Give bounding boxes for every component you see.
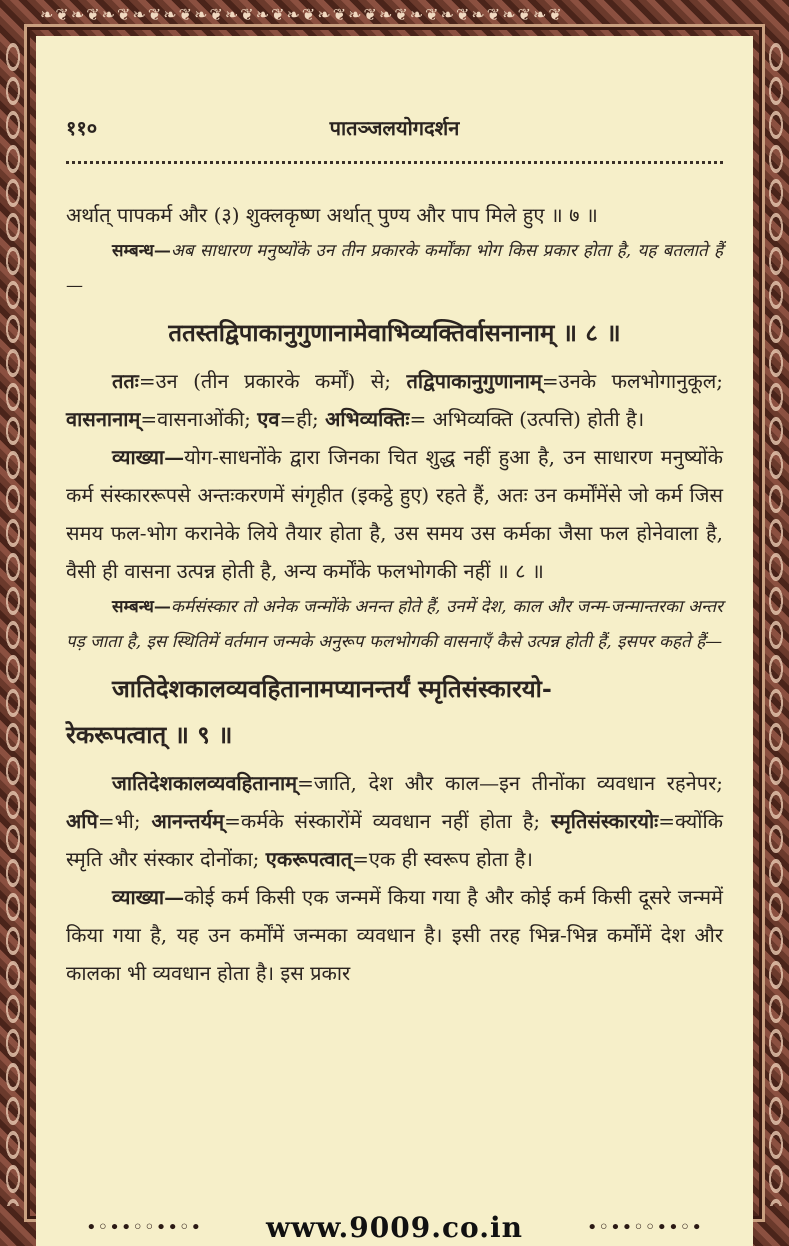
sambandh-text: कर्मसंस्कार तो अनेक जन्मोंके अनन्त होते हैं, उनमें देश, काल और जन्म-जन्मान्तरका अन्तर पड़ जाता है, इस स्थितिमें वर्तमान जन्मके अनुरूप फलभोगकी वासनाएँ कैसे उत्पन्न होती हैं, इसपर कहते हैं— — [66, 597, 723, 652]
term: तद्विपाकानुगुणानाम् — [406, 369, 542, 393]
footer-website-link[interactable]: www.9009.co.in — [266, 1211, 523, 1244]
vyakhya-text: कोई कर्म किसी एक जन्ममें किया गया है और कोई कर्म किसी दूसरे जन्ममें किया गया है, यह उन कर्मोंमें जन्मका व्यवधान है। इसी तरह भिन्न-भिन्न कर्मोंमें देश और कालका भी व्यवधान होता है। इस प्रकार — [66, 885, 723, 985]
page-header — [66, 114, 723, 144]
vyakhya-text: योग-साधनोंके द्वारा जिनका चित शुद्ध नहीं हुआ है, उन साधारण मनुष्योंके कर्म संस्काररूपसे अन्तःकरणमें संगृहीत (इकट्ठे हुए) रहते हैं, अतः उन कर्मोंमेंसे जो कर्म जिस समय फल-भोग करानेके लिये तैयार होता है, उस समय उस कर्मका जैसा फल होनेवाला है, वैसी ही वासना उत्पन्न होती है, अन्य कर्मोंके फलभोगकी नहीं ॥ ८ ॥ — [66, 445, 723, 583]
left-border-pattern — [2, 40, 24, 1206]
term: एव — [257, 407, 280, 431]
page-title: पातञ्जलयोगदर्शन — [329, 116, 460, 140]
vyakhya-9 — [66, 878, 723, 992]
sutra-9-line2: रेकरूपत्वात् ॥ ९ ॥ — [66, 720, 233, 749]
pada-artha-9 — [66, 764, 723, 878]
term: एकरूपत्वात् — [265, 847, 353, 871]
term: स्मृतिसंस्कारयोः — [551, 809, 659, 833]
meaning: =क्योंकि स्मृति और संस्कार दोनोंका; — [66, 809, 723, 871]
meaning: = अभिव्यक्ति (उत्पत्ति) होती है। — [409, 407, 645, 431]
meaning: =कर्मके संस्कारोंमें व्यवधान नहीं होता है; — [224, 809, 552, 833]
vyakhya-label: व्याख्या— — [112, 445, 185, 469]
sutra-9 — [66, 666, 723, 758]
meaning: =उन (तीन प्रकारके कर्मों) से; — [138, 369, 407, 393]
page-content — [66, 196, 723, 992]
right-border-pattern — [765, 40, 787, 1206]
sambandh-paragraph-2 — [66, 590, 723, 660]
term: जातिदेशकालव्यवहितानाम् — [112, 771, 298, 795]
paragraph-continuation: अर्थात् पापकर्म और (३) शुक्लकृष्ण अर्थात् पुण्य और पाप मिले हुए ॥ ७ ॥ — [66, 203, 598, 227]
sutra-9-line1: जातिदेशकालव्यवहितानामप्यानन्तर्यं स्मृतिसंस्कारयो- — [112, 674, 552, 703]
term: अपि — [66, 809, 98, 833]
sambandh-paragraph-1 — [66, 234, 723, 304]
book-page — [36, 36, 753, 1210]
meaning: =उनके फलभोगानुकूल; — [541, 369, 723, 393]
top-border-pattern: ❧❦❧❦❧❦❧❦❧❦❧❦❧❦❧❦❧❦❧❦❧❦❧❦❧❦❧❦❧❦❧❦❧❦ — [40, 4, 564, 24]
term: आनन्तर्यम् — [151, 809, 225, 833]
sambandh-text: अब साधारण मनुष्योंके उन तीन प्रकारके कर्मोंका भोग किस प्रकार होता है, यह बतलाते हैं— — [66, 241, 723, 296]
sutra-8: ततस्तद्विपाकानुगुणानामेवाभिव्यक्तिर्वासनानाम् ॥ ८ ॥ — [168, 318, 621, 347]
sambandh-label: सम्बन्ध— — [112, 241, 171, 261]
footer-ornament-right: •◦••◦◦••◦• — [586, 1217, 703, 1238]
meaning: =एक ही स्वरूप होता है। — [352, 847, 533, 871]
sambandh-label: सम्बन्ध— — [112, 597, 171, 617]
pada-artha-8 — [66, 362, 723, 438]
footer-bar — [36, 1210, 753, 1246]
footer-ornament-left: •◦••◦◦••◦• — [86, 1217, 203, 1238]
meaning: =भी; — [97, 809, 152, 833]
meaning: =वासनाओंकी; — [140, 407, 258, 431]
vyakhya-8 — [66, 438, 723, 590]
term: अभिव्यक्तिः — [325, 407, 410, 431]
meaning: =ही; — [279, 407, 326, 431]
header-divider — [66, 161, 723, 164]
meaning: =जाति, देश और काल—इन तीनोंका व्यवधान रहनेपर; — [297, 771, 723, 795]
vyakhya-label: व्याख्या— — [112, 885, 185, 909]
term: ततः — [112, 369, 139, 393]
term: वासनानाम् — [66, 407, 141, 431]
page-number: ११० — [66, 116, 98, 140]
